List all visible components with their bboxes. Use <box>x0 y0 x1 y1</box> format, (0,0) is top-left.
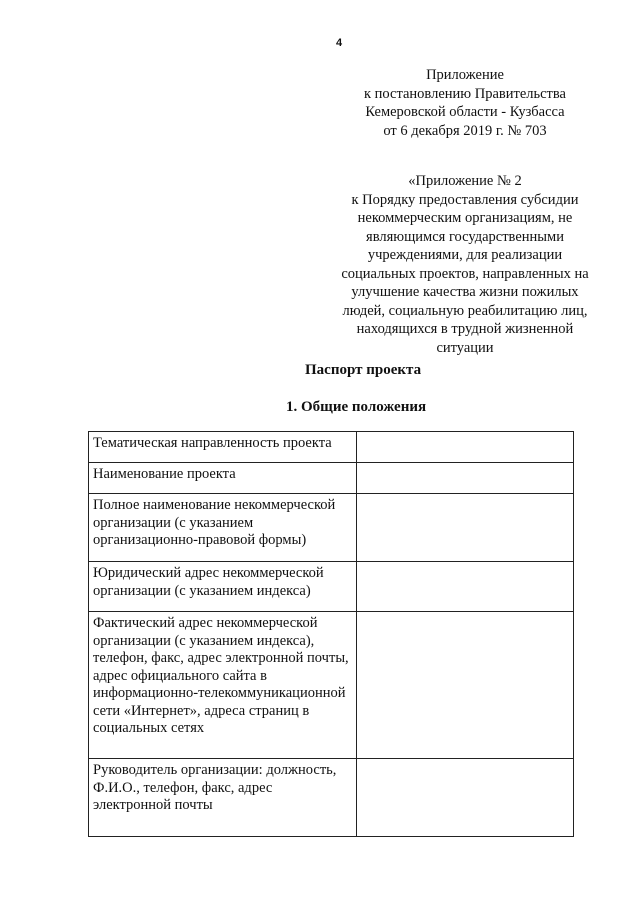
row-value-cell[interactable] <box>357 759 574 837</box>
appendix-2-header <box>325 172 605 357</box>
appendix-header <box>325 66 605 140</box>
appendix-header-line: Кемеровской области - Кузбасса <box>365 104 565 120</box>
appendix-header-line: Приложение <box>426 67 504 83</box>
row-value-cell[interactable] <box>357 432 574 463</box>
appendix-2-line: социальных проектов, направленных на <box>341 265 589 282</box>
row-label: Юридический адрес некоммерческой организации (с указанием индекса) <box>89 562 357 612</box>
table-row <box>89 494 574 562</box>
appendix-2-line: к Порядку предоставления субсидии <box>351 191 579 208</box>
table-row <box>89 562 574 612</box>
appendix-2-line: учреждениями, для реализации <box>367 247 563 263</box>
appendix-2-line: «Приложение № 2 <box>408 173 522 189</box>
row-label: Наименование проекта <box>89 463 357 494</box>
row-value-cell[interactable] <box>357 494 574 562</box>
table-row <box>89 759 574 837</box>
appendix-2-line: являющимся государственными <box>366 228 564 245</box>
appendix-header-line: к постановлению Правительства <box>364 85 566 102</box>
row-label: Руководитель организации: должность, Ф.И.О., телефон, факс, адрес электронной почты <box>89 759 357 837</box>
appendix-2-line: ситуации <box>436 339 494 356</box>
row-value-cell[interactable] <box>357 612 574 759</box>
page-number: 4 <box>336 37 343 49</box>
row-value-cell[interactable] <box>357 463 574 494</box>
row-label: Тематическая направленность проекта <box>89 432 357 463</box>
row-label: Полное наименование некоммерческой организации (с указанием организационно-правовой формы) <box>89 494 357 562</box>
appendix-2-line: находящихся в трудной жизненной <box>356 321 574 337</box>
table-row <box>89 612 574 759</box>
passport-title: Паспорт проекта <box>305 362 422 378</box>
table-row <box>89 463 574 494</box>
passport-table <box>88 431 574 837</box>
appendix-2-line: улучшение качества жизни пожилых <box>351 284 579 300</box>
appendix-header-line: от 6 декабря 2019 г. № 703 <box>383 122 547 139</box>
section-title: 1. Общие положения <box>286 399 427 415</box>
appendix-2-line: некоммерческим организациям, не <box>357 210 573 226</box>
row-label: Фактический адрес некоммерческой организации (с указанием индекса), телефон, факс, адрес электронной почты, адрес официального сайта в информационно-телекоммуникационной сети «Интернет», адреса страниц в социальных сетях <box>89 612 357 759</box>
table-row <box>89 432 574 463</box>
row-value-cell[interactable] <box>357 562 574 612</box>
appendix-2-line: людей, социальную реабилитацию лиц, <box>342 302 588 319</box>
